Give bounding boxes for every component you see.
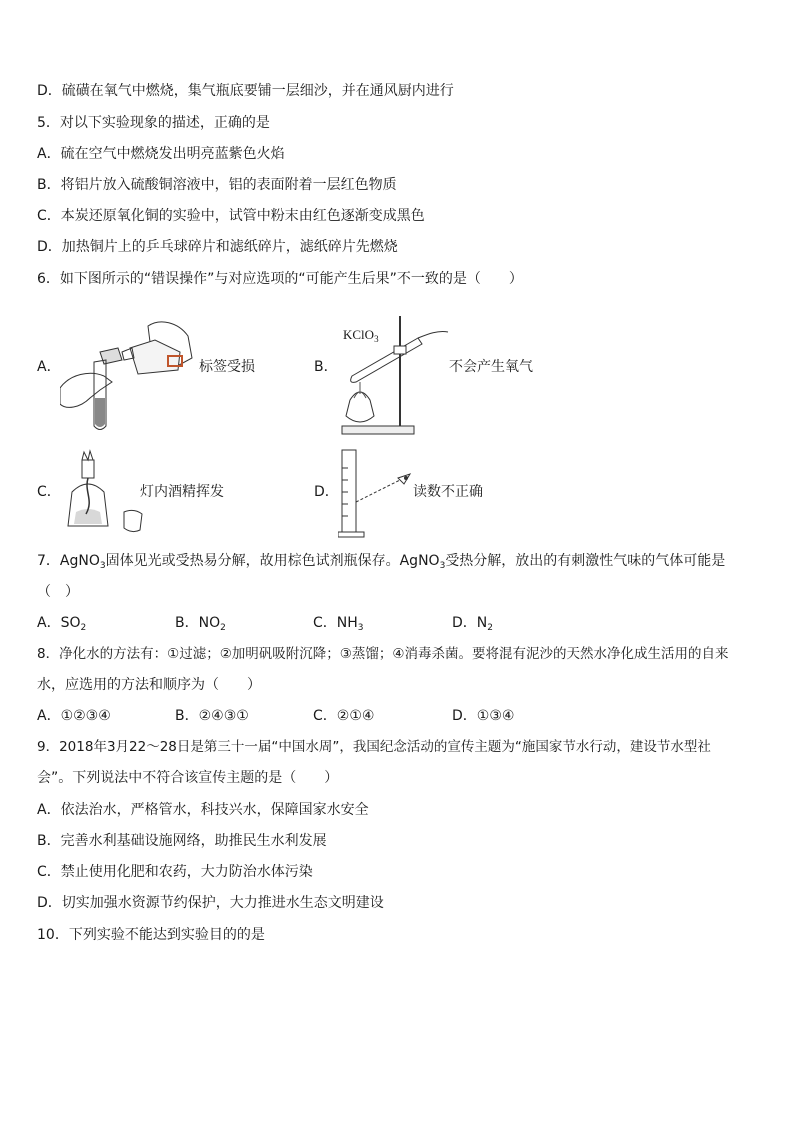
q8-option-a: A．①②③④: [37, 708, 111, 724]
q9-option-a: A．依法治水，严格管水，科技兴水，保障国家水安全: [37, 802, 369, 818]
pouring-liquid-figure: [60, 318, 200, 433]
q7-option-b: B．$NO_2$: [175, 615, 226, 633]
q8-stem-line2: 水，应选用的方法和顺序为（ ）: [37, 677, 261, 693]
q6-a-letter: A．: [37, 359, 61, 375]
q7-option-a: A．$SO_2$: [37, 615, 87, 633]
q6-b-text: 不会产生氧气: [449, 359, 533, 375]
q4-option-d: D．硫磺在氧气中燃烧，集气瓶底要铺一层细沙，并在通风厨内进行: [37, 83, 454, 99]
q5-option-d: D．加热铜片上的乒乓球碎片和滤纸碎片，滤纸碎片先燃烧: [37, 239, 398, 255]
kclo3-label: KClO$_3$: [343, 327, 379, 344]
q7-option-c: C．$NH_3$: [313, 615, 364, 633]
q9-option-d: D．切实加强水资源节约保护，大力推进水生态文明建设: [37, 895, 384, 911]
q8-option-b: B．②④③①: [175, 708, 249, 724]
q6-d-letter: D．: [314, 484, 339, 500]
q6-a-text: 标签受损: [199, 359, 255, 375]
q5-option-a: A．硫在空气中燃烧发出明亮蓝紫色火焰: [37, 146, 285, 162]
q9-stem-line1: 9．2018年3月22～28日是第三十一届“中国水周”，我国纪念活动的宣传主题为“施国家节水行动，建设节水型社: [37, 739, 711, 755]
q5-option-b: B．将铝片放入硫酸铜溶液中，铝的表面附着一层红色物质: [37, 177, 397, 193]
q9-option-c: C．禁止使用化肥和农药，大力防治水体污染: [37, 864, 313, 880]
q7-stem: 7．AgNO$_3$固体见光或受热易分解，故用棕色试剂瓶保存。AgNO$_3$受热分解，放出的有刺激性气味的气体可能是: [37, 553, 726, 571]
q8-stem-line1: 8．净化水的方法有：①过滤；②加明矾吸附沉降；③蒸馏；④消毒杀菌。要将混有泥沙的天然水净化成生活用的自来: [37, 646, 729, 662]
q9-option-b: B．完善水利基础设施网络，助推民生水利发展: [37, 833, 327, 849]
q6-stem: 6．如下图所示的“错误操作”与对应选项的“可能产生后果”不一致的是（ ）: [37, 271, 523, 287]
q6-c-text: 灯内酒精挥发: [140, 484, 224, 500]
q6-d-text: 读数不正确: [413, 484, 483, 500]
q8-option-d: D．①③④: [452, 708, 515, 724]
q9-stem-line2: 会”。下列说法中不符合该宣传主题的是（ ）: [37, 770, 339, 786]
q7-answer-paren: （ ）: [37, 584, 79, 600]
q6-b-letter: B．: [314, 359, 338, 375]
q7-option-d: D．$N_2$: [452, 615, 493, 633]
graduated-cylinder-figure: [338, 448, 418, 540]
q5-option-c: C．本炭还原氧化铜的实验中，试管中粉末由红色逐渐变成黑色: [37, 208, 425, 224]
q10-stem: 10．下列实验不能达到实验目的的是: [37, 927, 265, 943]
q5-stem: 5．对以下实验现象的描述，正确的是: [37, 115, 270, 131]
q6-c-letter: C．: [37, 484, 61, 500]
q8-option-c: C．②①④: [313, 708, 375, 724]
alcohol-lamp-figure: [62, 448, 152, 538]
